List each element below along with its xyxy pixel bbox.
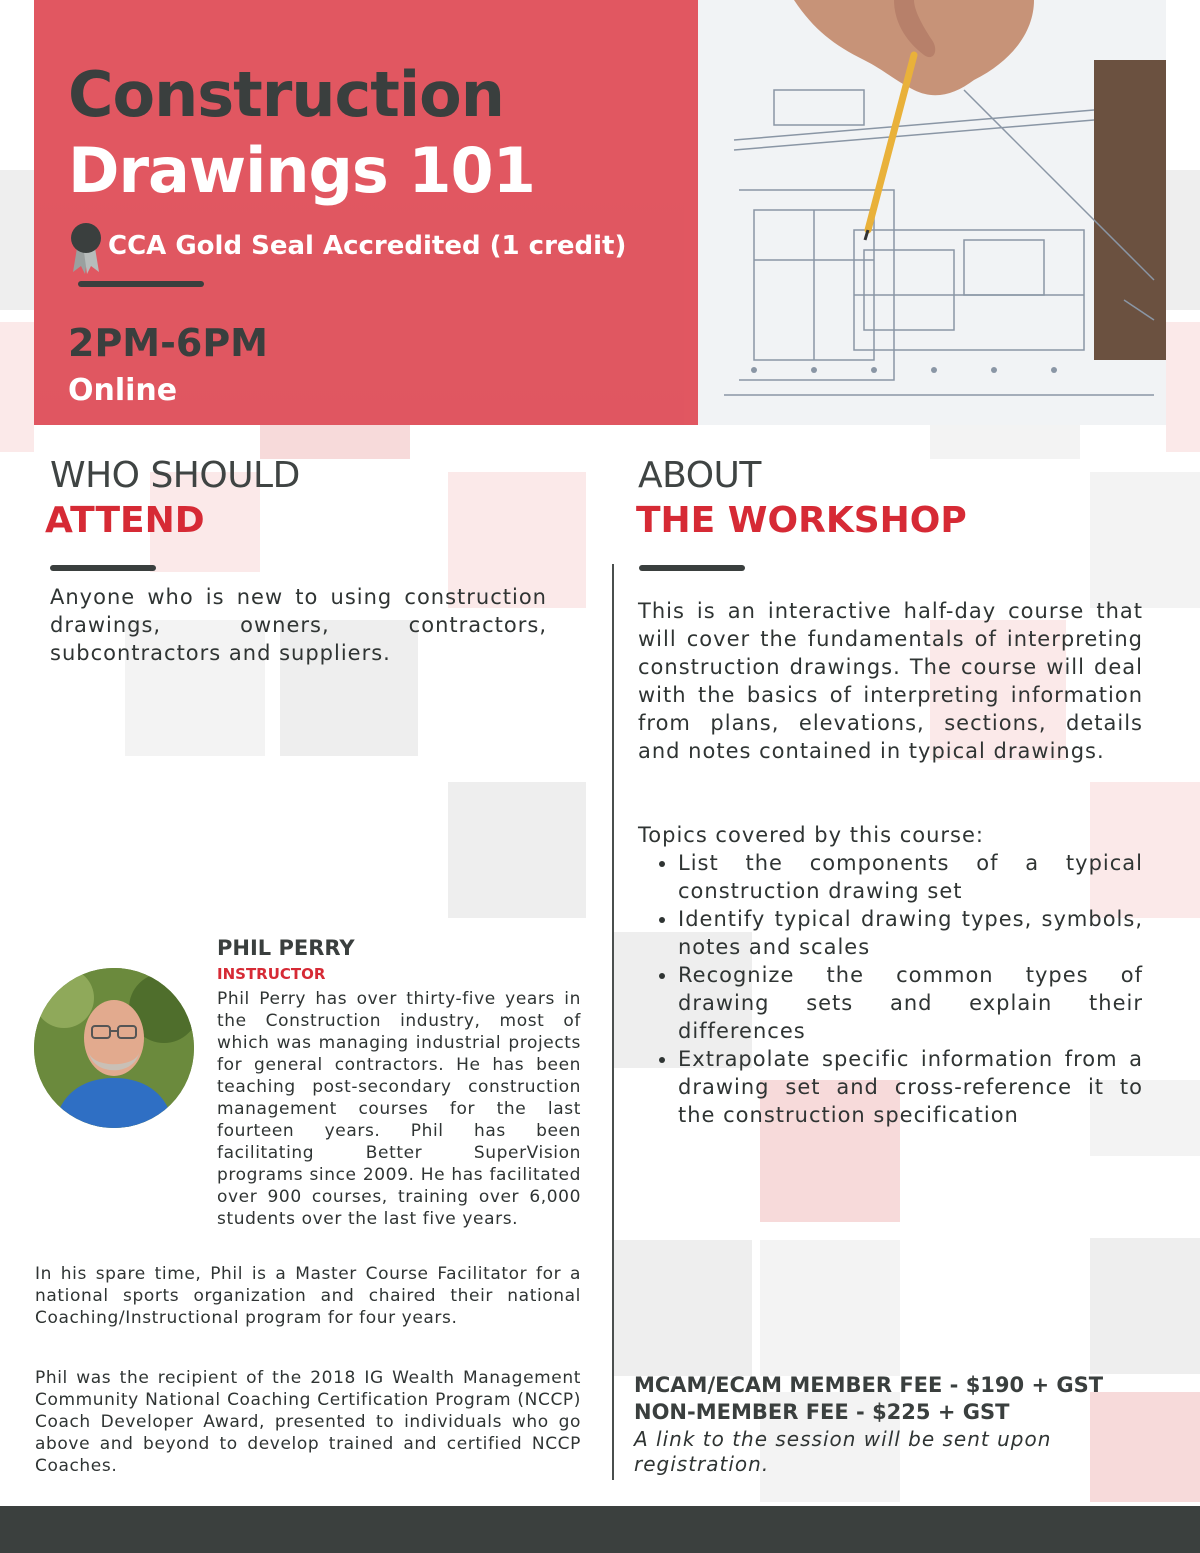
about-body: This is an interactive half-day course that will cover the fundamentals of interpreting construction drawings. The course will deal with the basics of interpreting information from plans, elevations, sections, details and notes contained in typical drawings. xyxy=(638,599,1143,763)
instructor-bio-2: In his spare time, Phil is a Master Course Facilitator for a national sports organization and chaired their national Coaching/Instructional program for four years. xyxy=(35,1264,581,1328)
topics-list xyxy=(638,849,1143,1129)
instructor-bio-3: Phil was the recipient of the 2018 IG Wealth Management Community National Coaching Certification Program (NCCP) Coach Developer Award, presented to individuals who go above and beyond to develop trained and certified NCCP Coaches. xyxy=(35,1368,581,1476)
title-line-1: Construction xyxy=(68,58,504,131)
instructor-photo xyxy=(34,968,194,1128)
non-member-fee: NON-MEMBER FEE - $225 + GST xyxy=(634,1400,1010,1424)
instructor-name: PHIL PERRY xyxy=(217,936,355,960)
event-time: 2PM-6PM xyxy=(68,321,268,365)
about-heading-rule xyxy=(639,565,745,571)
who-heading-bold: ATTEND xyxy=(45,500,205,541)
topic-item: • List the components of a typical construction drawing set xyxy=(678,849,1143,905)
about-heading-bold: THE WORKSHOP xyxy=(636,500,967,541)
registration-note: A link to the session will be sent upon registration. xyxy=(634,1427,1052,1476)
who-heading-rule xyxy=(50,565,156,571)
accreditation-text: CCA Gold Seal Accredited (1 credit) xyxy=(108,231,627,261)
award-ribbon-icon xyxy=(68,222,104,276)
topic-item: • Extrapolate specific information from a drawing set and cross-reference it to the construction specification xyxy=(678,1045,1143,1129)
topics-intro: Topics covered by this course: xyxy=(638,823,984,847)
title-divider xyxy=(78,281,204,287)
instructor-bio-1: Phil Perry has over thirty-five years in the Construction industry, most of which was managing industrial projects for general contractors. He has been teaching post-secondary construction management courses for the last fourteen years. Phil has been facilitating Better SuperVision programs since 2009. He has facilitated over 900 courses, training over 6,000 students over the last five years. xyxy=(217,989,581,1229)
member-fee: MCAM/ECAM MEMBER FEE - $190 + GST xyxy=(634,1373,1104,1397)
event-location: Online xyxy=(68,373,178,408)
who-heading-light: WHO SHOULD xyxy=(50,455,300,496)
instructor-avatar xyxy=(34,968,194,1128)
title-line-2: Drawings 101 xyxy=(68,134,535,207)
column-divider xyxy=(612,564,614,1480)
about-heading-light: ABOUT xyxy=(638,455,761,496)
footer-bar xyxy=(0,1506,1200,1553)
who-body: Anyone who is new to using construction drawings, owners, contractors, subcontractors and suppliers. xyxy=(50,585,547,665)
topic-item: • Recognize the common types of drawing sets and explain their differences xyxy=(678,961,1143,1045)
instructor-role: INSTRUCTOR xyxy=(217,965,326,983)
topic-item: • Identify typical drawing types, symbols, notes and scales xyxy=(678,905,1143,961)
